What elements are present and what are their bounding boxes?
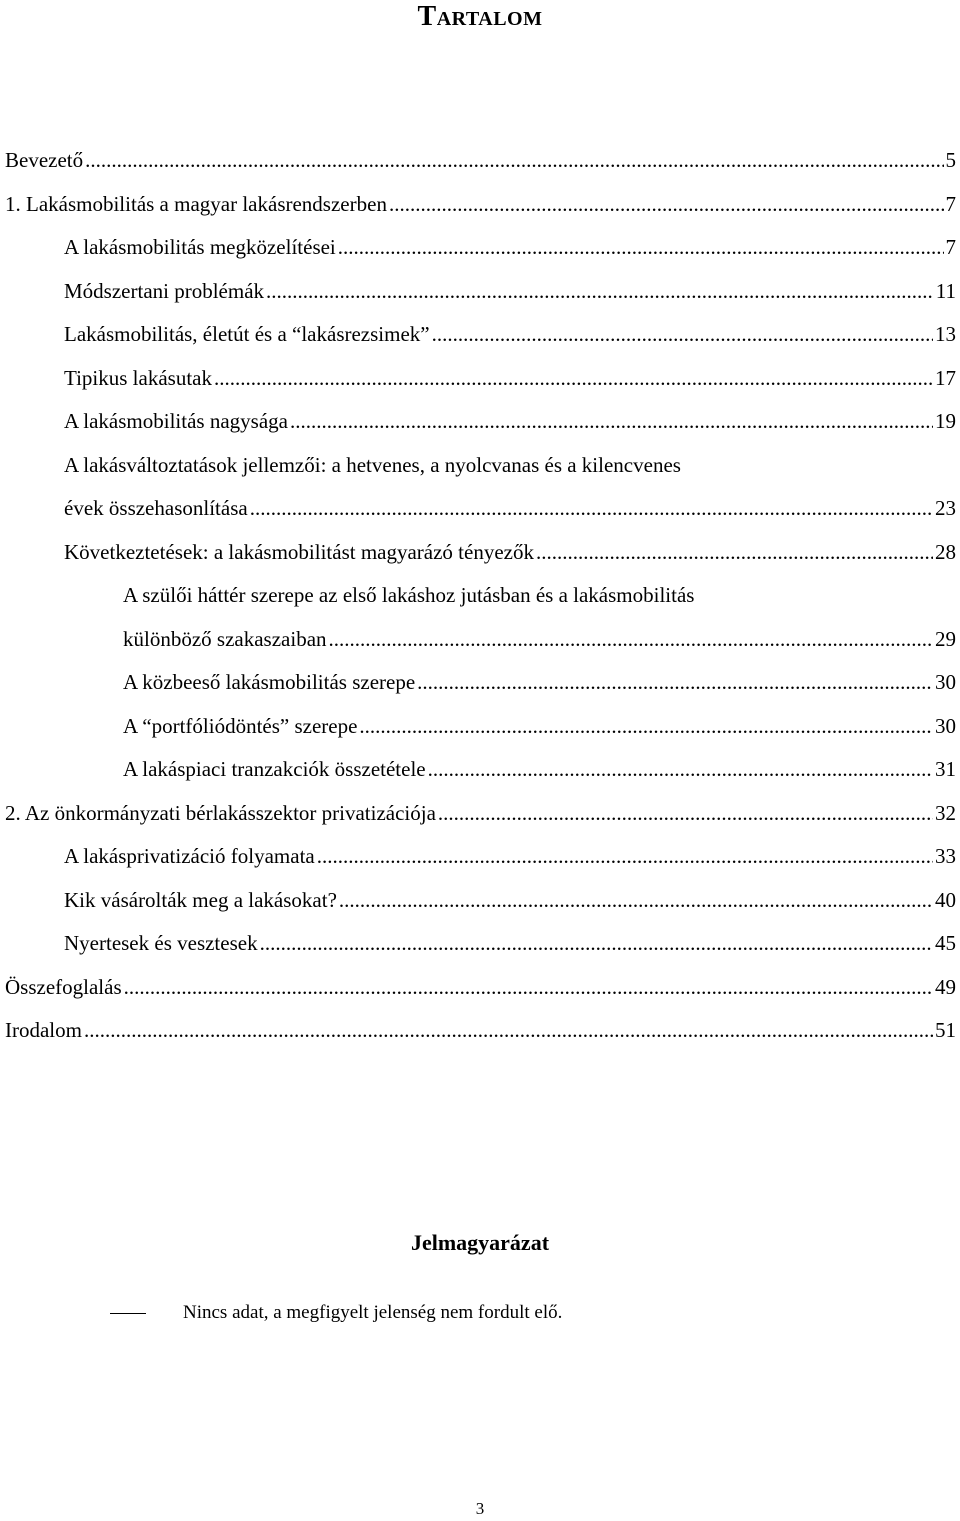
dot-leader: [260, 922, 933, 966]
dot-leader: [359, 705, 933, 749]
toc-page-number: 19: [935, 409, 956, 433]
toc-page-number: 28: [935, 539, 956, 564]
toc-page-number: 51: [935, 1018, 956, 1042]
dot-leader: [214, 357, 933, 401]
toc-page-number: 5: [945, 148, 956, 172]
toc-entry-text: 1. Lakásmobilitás a magyar lakásrendszerben: [5, 191, 387, 216]
toc-entry-kovetkeztetesek[interactable]: [0, 531, 960, 575]
toc-page-number: 30: [935, 713, 956, 738]
toc-entry-chapter-2[interactable]: [0, 792, 960, 836]
toc-page-number: 33: [935, 844, 956, 868]
dot-leader: [338, 226, 944, 270]
toc-page-number: 17: [935, 365, 956, 390]
toc-entry-modszertani[interactable]: [0, 270, 960, 314]
dot-leader: [536, 531, 933, 575]
toc-entry-kozbeeso[interactable]: [0, 661, 960, 705]
toc-entry-text: Irodalom: [5, 1018, 82, 1042]
dot-leader: [329, 618, 933, 662]
dot-leader: [266, 270, 934, 314]
toc-page-number: 29: [935, 626, 956, 651]
toc-entry-osszehasonlitasa[interactable]: [0, 487, 960, 531]
toc-page-number: 40: [935, 887, 956, 912]
toc-entry-text: Következtetések: a lakásmobilitást magyarázó tényezők: [64, 539, 534, 564]
toc-entry-nyertesek[interactable]: [0, 922, 960, 966]
legend-text: Nincs adat, a megfigyelt jelenség nem fordult elő.: [183, 1302, 563, 1323]
toc-entry-tranzakciok[interactable]: [0, 748, 960, 792]
toc-entry-text: A lakáspiaci tranzakciók összetétele: [123, 757, 426, 781]
toc-entry-eletut[interactable]: [0, 313, 960, 357]
toc-entry-text: Bevezető: [5, 148, 84, 172]
toc-entry-tipikus[interactable]: [0, 357, 960, 401]
dot-leader: [428, 748, 933, 792]
toc-entry-text: A lakásmobilitás nagysága: [64, 409, 288, 433]
toc-entry-text: A lakásmobilitás megközelítései: [64, 235, 336, 259]
dot-leader: [250, 487, 933, 531]
dot-leader: [85, 139, 943, 183]
toc-page-number: 32: [935, 800, 956, 825]
legend-title: Jelmagyarázat: [410, 1230, 550, 1255]
toc-entry-folyamata[interactable]: [0, 835, 960, 879]
toc-entry-text: különböző szakaszaiban: [123, 626, 327, 651]
toc-page-number: 31: [935, 757, 956, 781]
toc-entry-text: Módszertani problémák: [64, 278, 265, 303]
toc-page-number: 23: [935, 496, 956, 520]
toc-entry-chapter-1[interactable]: [0, 183, 960, 227]
toc-entry-szuloi-hatter[interactable]: [0, 618, 960, 662]
toc-entry-text: Összefoglalás: [5, 974, 122, 999]
toc-page-number: 45: [935, 931, 956, 955]
page-title: Tartalom: [417, 1, 543, 32]
toc-entry-bevezeto[interactable]: [0, 139, 960, 183]
dot-leader: [432, 313, 933, 357]
toc-entry-text: A közbeeső lakásmobilitás szerepe: [123, 670, 416, 694]
toc-entry-megkozelitesei[interactable]: [0, 226, 960, 270]
dot-leader: [290, 400, 933, 444]
toc-entry-kik-vasaroltak[interactable]: [0, 879, 960, 923]
toc-entry-irodalom[interactable]: [0, 1009, 960, 1053]
toc-entry-text: 2. Az önkormányzati bérlakásszektor privatizációja: [5, 800, 436, 825]
table-of-contents: [0, 139, 960, 1053]
toc-entry-text: Tipikus lakásutak: [64, 365, 212, 390]
toc-page-number: 30: [935, 670, 956, 694]
legend-row: [0, 1296, 960, 1330]
toc-page-number: 11: [935, 278, 956, 303]
toc-entry-text-line1[interactable]: A lakásváltoztatások jellemzői: a hetvenes, a nyolcvanas és a kilencvenes: [64, 452, 681, 477]
toc-entry-text: Nyertesek és vesztesek: [64, 931, 258, 955]
toc-entry-text: Kik vásárolták meg a lakásokat?: [64, 887, 337, 912]
page-number: 3: [475, 1499, 485, 1518]
dash-symbol: [110, 1313, 146, 1314]
dot-leader: [438, 792, 933, 836]
toc-entry-osszefoglalas[interactable]: [0, 966, 960, 1010]
dot-leader: [339, 879, 933, 923]
toc-entry-text: évek összehasonlítása: [64, 496, 248, 520]
dot-leader: [389, 183, 944, 227]
toc-entry-text: A “portfóliódöntés” szerepe: [123, 713, 358, 738]
toc-entry-text-line1[interactable]: A szülői háttér szerepe az első lakáshoz jutásban és a lakásmobilitás: [123, 583, 695, 607]
toc-entry-text: A lakásprivatizáció folyamata: [64, 844, 315, 868]
toc-page-number: 13: [935, 322, 956, 346]
toc-page-number: 7: [945, 235, 956, 259]
toc-entry-nagysaga[interactable]: [0, 400, 960, 444]
dot-leader: [84, 1009, 933, 1053]
toc-entry-text: Lakásmobilitás, életút és a “lakásrezsimek”: [64, 322, 430, 346]
toc-page-number: 7: [945, 191, 956, 216]
dot-leader: [417, 661, 933, 705]
dot-leader: [317, 835, 933, 879]
toc-page-number: 49: [935, 974, 956, 999]
dot-leader: [124, 966, 933, 1010]
toc-entry-portfoliodontes[interactable]: [0, 705, 960, 749]
